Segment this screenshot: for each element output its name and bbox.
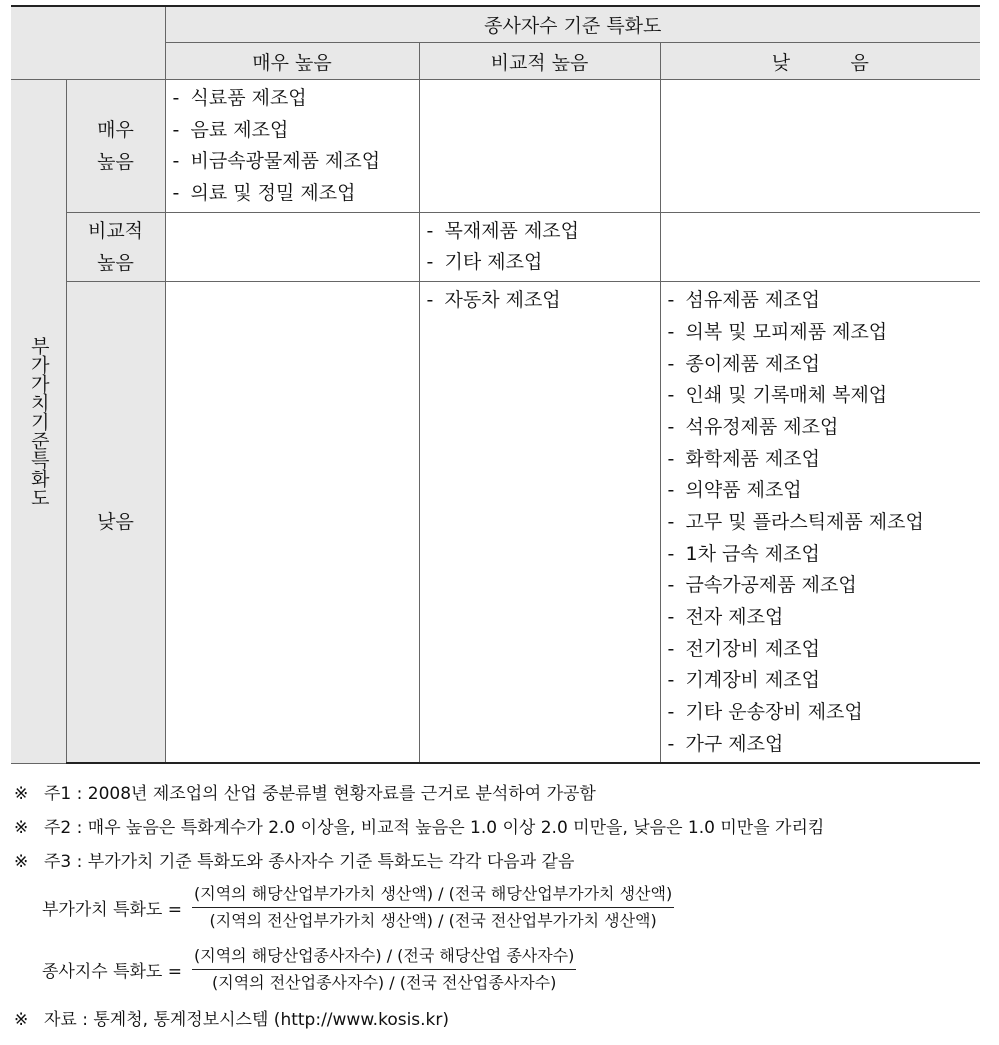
industry-item: [668, 507, 981, 539]
formula-employment-fraction: [192, 945, 576, 994]
industry-item: [668, 412, 981, 444]
dash-bullet: -: [667, 479, 675, 502]
note-mark: ※: [14, 818, 29, 838]
industry-name: 전자 제조업: [685, 606, 784, 628]
industry-item: [427, 216, 660, 248]
dash-bullet: -: [667, 701, 675, 724]
dash-bullet: -: [426, 251, 434, 274]
dash-bullet: -: [667, 732, 675, 755]
industry-name: 비금속광물제품 제조업: [190, 150, 381, 173]
industry-name: 기타 운송장비 제조업: [685, 701, 863, 724]
row-label-low: 낮음: [66, 282, 165, 764]
industry-name: 고무 및 플라스틱제품 제조업: [685, 510, 924, 533]
industry-name: 화학제품 제조업: [685, 447, 821, 470]
formula-value-added-denominator: (지역의 전산업부가가치 생산액) / (전국 전산업부가가치 생산액): [209, 910, 657, 930]
industry-name: 인쇄 및 기록매체 복제업: [685, 384, 888, 407]
formula-value-added: [14, 876, 989, 938]
dash-bullet: -: [667, 289, 675, 312]
formula-value-added-fraction: [192, 883, 674, 932]
cell-r1-c0: [165, 212, 419, 281]
col-header-very-high: 매우 높음: [165, 43, 419, 80]
col-header-relatively-high: 비교적 높음: [419, 43, 660, 80]
note-mark: ※: [14, 784, 29, 804]
dash-bullet: -: [667, 320, 675, 343]
cell-r2-c0: [165, 282, 419, 764]
formula-value-added-label: 부가가치 특화도 =: [42, 899, 183, 920]
industry-item: [173, 178, 419, 210]
note-1: [14, 780, 989, 814]
dash-bullet: -: [172, 150, 180, 173]
industry-name: 음료 제조업: [190, 118, 289, 141]
industry-item: [668, 729, 981, 761]
industry-item: [668, 317, 981, 349]
formula-value-added-numerator: (지역의 해당산업부가가치 생산액) / (전국 해당산업부가가치 생산액): [192, 883, 674, 908]
corner-cell: [11, 6, 165, 80]
note-3-text: 주3 : 부가가치 기준 특화도와 종사자수 기준 특화도는 각각 다음과 같음: [44, 852, 575, 872]
notes-section: [14, 780, 989, 1040]
dash-bullet: -: [667, 669, 675, 692]
row-label-relatively-high: 비교적 높음: [66, 212, 165, 281]
cell-r0-c0: [165, 80, 419, 213]
industry-name: 가구 제조업: [685, 732, 784, 755]
cell-r2-c1: [419, 282, 660, 764]
industry-name: 석유정제품 제조업: [685, 415, 839, 438]
source-text: 자료 : 통계청, 통계정보시스템 (http://www.kosis.kr): [44, 1010, 450, 1030]
dash-bullet: -: [172, 87, 180, 109]
note-mark: ※: [14, 852, 29, 872]
industry-item: [173, 115, 419, 147]
industry-item: [668, 539, 981, 571]
dash-bullet: -: [667, 510, 675, 533]
col-group-title: 종사자수 기준 특화도: [165, 6, 980, 43]
dash-bullet: -: [667, 574, 675, 597]
industry-name: 식료품 제조업: [190, 87, 307, 109]
dash-bullet: -: [667, 415, 675, 438]
industry-item: [427, 285, 660, 317]
dash-bullet: -: [172, 182, 180, 205]
industry-item: [668, 444, 981, 476]
industry-item: [427, 247, 660, 279]
source-note: [14, 1000, 989, 1040]
row-group-title: 부가가치기준특화도: [27, 335, 50, 507]
cell-r2-c2: [660, 282, 980, 764]
industry-name: 의료 및 정밀 제조업: [190, 182, 356, 205]
industry-name: 자동차 제조업: [444, 289, 561, 312]
formula-employment-numerator: (지역의 해당산업종사자수) / (전국 해당산업 종사자수): [192, 945, 576, 970]
industry-name: 전기장비 제조업: [685, 637, 821, 660]
industry-item: [668, 570, 981, 602]
note-3: [14, 848, 989, 876]
industry-name: 1차 금속 제조업: [685, 542, 820, 565]
industry-name: 기계장비 제조업: [685, 669, 821, 692]
industry-item: [668, 665, 981, 697]
industry-item: [668, 634, 981, 666]
col-header-low: 낮 음: [660, 43, 980, 80]
formula-employment: [14, 938, 989, 1000]
note-1-text: 주1 : 2008년 제조업의 산업 중분류별 현황자료를 근거로 분석하여 가공함: [44, 784, 596, 804]
industry-item: [668, 697, 981, 729]
note-mark: ※: [14, 1010, 29, 1030]
dash-bullet: -: [172, 118, 180, 141]
dash-bullet: -: [667, 352, 675, 375]
industry-name: 목재제품 제조업: [444, 219, 580, 242]
dash-bullet: -: [667, 606, 675, 628]
dash-bullet: -: [667, 447, 675, 470]
formula-employment-label: 종사지수 특화도 =: [42, 961, 183, 982]
industry-item: [668, 380, 981, 412]
formula-employment-denominator: (지역의 전산업종사자수) / (전국 전산업종사자수): [212, 972, 557, 992]
industry-name: 기타 제조업: [444, 251, 543, 274]
specialization-matrix: [11, 5, 980, 764]
dash-bullet: -: [426, 289, 434, 312]
cell-r1-c2: [660, 212, 980, 281]
row-group-title-cell: [11, 80, 66, 764]
industry-name: 의약품 제조업: [685, 479, 802, 502]
industry-name: 종이제품 제조업: [685, 352, 821, 375]
dash-bullet: -: [667, 384, 675, 407]
dash-bullet: -: [667, 542, 675, 565]
industry-name: 금속가공제품 제조업: [685, 574, 857, 597]
cell-r1-c1: [419, 212, 660, 281]
industry-name: 의복 및 모피제품 제조업: [685, 320, 888, 343]
note-2-text: 주2 : 매우 높음은 특화계수가 2.0 이상을, 비교적 높음은 1.0 이상 2.0 미만을, 낮음은 1.0 미만을 가리킴: [44, 818, 825, 838]
industry-item: [668, 475, 981, 507]
industry-item: [668, 349, 981, 381]
industry-item: [173, 83, 419, 115]
industry-name: 섬유제품 제조업: [685, 289, 821, 312]
industry-item: [173, 146, 419, 178]
dash-bullet: -: [667, 637, 675, 660]
note-2: [14, 814, 989, 848]
industry-item: [668, 285, 981, 317]
cell-r0-c1: [419, 80, 660, 213]
dash-bullet: -: [426, 219, 434, 242]
row-label-very-high: 매우 높음: [66, 80, 165, 213]
cell-r0-c2: [660, 80, 980, 213]
industry-item: [668, 602, 981, 634]
